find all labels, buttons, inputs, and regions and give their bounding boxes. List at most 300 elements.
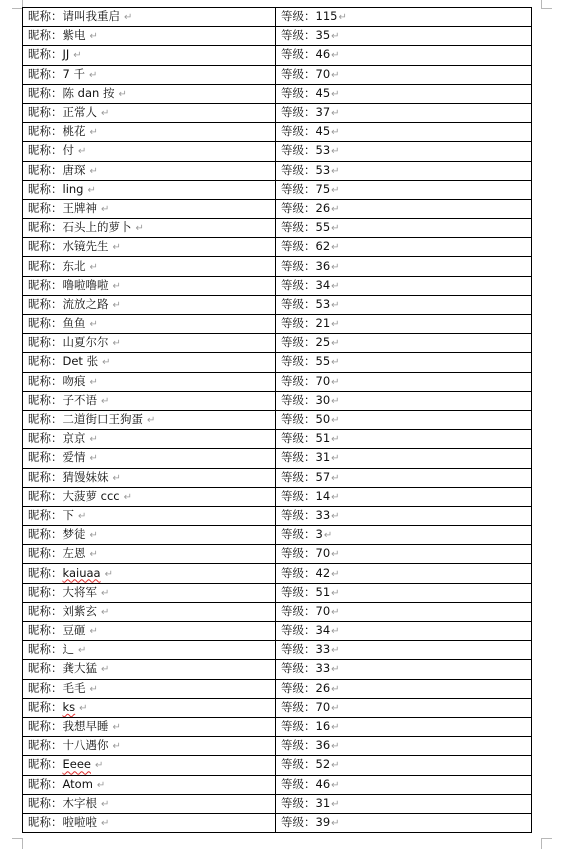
nickname-cell[interactable] [23,717,276,736]
paragraph-mark-icon: ↵ [331,127,340,139]
level-label: 等级： [281,220,316,235]
level-cell[interactable] [276,8,532,27]
table-row [23,717,532,736]
nickname-value: 水镜先生 [62,239,109,254]
paragraph-mark-icon: ↵ [331,683,340,695]
paragraph-mark-icon: ↵ [331,510,340,522]
page-corner-mark [541,0,552,9]
level-value: 25 [315,335,331,350]
level-label: 等级： [281,488,316,503]
paragraph-mark-icon: ↵ [331,146,340,158]
paragraph-mark-icon: ↵ [135,223,144,235]
nickname-cell[interactable] [23,487,276,506]
paragraph-mark-icon: ↵ [331,203,340,215]
nickname-cell[interactable] [23,468,276,487]
paragraph-mark-icon: ↵ [331,184,340,196]
nickname-label: 昵称： [28,469,63,484]
nickname-label: 昵称： [28,124,63,139]
table-row [23,660,532,679]
table-row [23,737,532,756]
level-cell[interactable] [276,372,532,391]
paragraph-mark-icon: ↵ [331,798,340,810]
paragraph-mark-icon: ↵ [101,664,110,676]
level-label: 等级： [281,738,316,753]
level-value: 33 [315,642,331,657]
paragraph-mark-icon: ↵ [124,12,133,24]
level-cell[interactable] [276,775,532,794]
nickname-label: 昵称： [28,9,63,24]
level-value: 3 [315,527,323,542]
table-row [23,622,532,641]
nickname-cell[interactable] [23,142,276,161]
level-cell[interactable] [276,238,532,257]
level-label: 等级： [281,316,316,331]
nickname-cell[interactable] [23,679,276,698]
paragraph-mark-icon: ↵ [323,530,333,542]
paragraph-mark-icon: ↵ [331,702,340,714]
level-value: 50 [315,412,331,427]
level-cell[interactable] [276,717,532,736]
paragraph-mark-icon: ↵ [331,338,340,350]
nickname-cell[interactable] [23,660,276,679]
paragraph-mark-icon: ↵ [331,606,340,618]
paragraph-mark-icon: ↵ [95,760,104,772]
nickname-cell[interactable] [23,430,276,449]
nickname-value: Eeee [62,757,91,772]
paragraph-mark-icon: ↵ [112,722,121,734]
nickname-value: 啦啦啦 [62,814,97,829]
nickname-cell[interactable] [23,410,276,429]
paragraph-mark-icon: ↵ [331,50,340,62]
level-label: 等级： [281,431,316,446]
paragraph-mark-icon: ↵ [89,549,98,561]
level-label: 等级： [281,354,316,369]
level-cell[interactable] [276,602,532,621]
nickname-label: 昵称： [28,527,63,542]
nickname-label: 昵称： [28,450,63,465]
nickname-label: 昵称： [28,507,63,522]
nickname-label: 昵称： [28,584,63,599]
paragraph-mark-icon: ↵ [112,280,121,292]
table-row [23,315,532,334]
table-row [23,46,532,65]
table-row [23,430,532,449]
level-cell[interactable] [276,430,532,449]
paragraph-mark-icon: ↵ [118,88,127,100]
level-cell[interactable] [276,756,532,775]
nickname-cell[interactable] [23,65,276,84]
nickname-label: 昵称： [28,565,63,580]
nickname-value: ks [62,699,76,714]
level-cell[interactable] [276,468,532,487]
nickname-cell[interactable] [23,775,276,794]
paragraph-mark-icon: ↵ [147,415,156,427]
paragraph-mark-icon: ↵ [331,741,340,753]
level-cell[interactable] [276,199,532,218]
level-cell[interactable] [276,161,532,180]
nickname-cell[interactable] [23,391,276,410]
paragraph-mark-icon: ↵ [331,568,340,580]
level-value: 53 [315,296,331,311]
nickname-cell[interactable] [23,8,276,27]
paragraph-mark-icon: ↵ [101,395,110,407]
paragraph-mark-icon: ↵ [89,434,98,446]
nickname-cell[interactable] [23,564,276,583]
level-cell[interactable] [276,84,532,103]
level-cell[interactable] [276,410,532,429]
table-row [23,564,532,583]
nickname-value: 紫电 [62,28,86,43]
level-value: 52 [315,757,331,772]
table-row [23,391,532,410]
nickname-value: 桃花 [62,124,86,139]
table-row [23,65,532,84]
nickname-label: 昵称： [28,316,63,331]
nickname-cell[interactable] [23,698,276,717]
level-cell[interactable] [276,46,532,65]
nickname-label: 昵称： [28,392,63,407]
nickname-cell[interactable] [23,315,276,334]
level-cell[interactable] [276,526,532,545]
paragraph-mark-icon: ↵ [331,453,340,465]
nickname-cell[interactable] [23,449,276,468]
level-value: 37 [315,105,331,120]
nickname-value: 鱼鱼 [62,316,86,331]
level-cell[interactable] [276,103,532,122]
nickname-value: 噜啦噜啦 [62,277,109,292]
nickname-value: 大菠萝 ccc [62,488,120,503]
level-value: 75 [315,181,331,196]
level-label: 等级： [281,373,316,388]
paragraph-mark-icon: ↵ [101,203,110,215]
nickname-label: 昵称： [28,738,63,753]
nickname-cell[interactable] [23,622,276,641]
level-value: 34 [315,623,331,638]
nickname-cell[interactable] [23,545,276,564]
paragraph-mark-icon: ↵ [89,683,98,695]
level-value: 34 [315,277,331,292]
nickname-value: 7 千 [62,66,85,81]
paragraph-mark-icon: ↵ [101,587,110,599]
nickname-label: 昵称： [28,814,63,829]
table-row [23,602,532,621]
paragraph-mark-icon: ↵ [89,453,98,465]
nickname-cell[interactable] [23,295,276,314]
level-label: 等级： [281,699,316,714]
level-label: 等级： [281,469,316,484]
paragraph-mark-icon: ↵ [331,587,340,599]
table-row [23,238,532,257]
nickname-label: 昵称： [28,335,63,350]
nickname-value: 付 [62,143,74,158]
nickname-value: 京京 [62,431,86,446]
paragraph-mark-icon: ↵ [331,69,340,81]
level-label: 等级： [281,757,316,772]
level-value: 115 [315,9,338,24]
paragraph-mark-icon: ↵ [331,491,340,503]
level-value: 26 [315,680,331,695]
nickname-cell[interactable] [23,276,276,295]
paragraph-mark-icon: ↵ [89,530,98,542]
level-cell[interactable] [276,315,532,334]
nickname-value: 猜馒妹妹 [62,469,109,484]
level-value: 33 [315,661,331,676]
paragraph-mark-icon: ↵ [331,108,340,120]
paragraph-mark-icon: ↵ [331,31,340,43]
level-cell[interactable] [276,449,532,468]
level-label: 等级： [281,335,316,350]
nickname-cell[interactable] [23,602,276,621]
level-label: 等级： [281,719,316,734]
nickname-cell[interactable] [23,813,276,832]
level-cell[interactable] [276,679,532,698]
level-value: 55 [315,354,331,369]
paragraph-mark-icon: ↵ [112,741,121,753]
page-corner-mark [12,838,23,849]
nickname-label: 昵称： [28,143,63,158]
table-row [23,641,532,660]
table-row [23,813,532,832]
table-row [23,180,532,199]
roster-table-body [23,8,532,833]
level-label: 等级： [281,143,316,158]
nickname-cell[interactable] [23,180,276,199]
paragraph-mark-icon: ↵ [331,395,340,407]
nickname-label: 昵称： [28,603,63,618]
nickname-cell[interactable] [23,257,276,276]
nickname-label: 昵称： [28,277,63,292]
paragraph-mark-icon: ↵ [331,357,340,369]
nickname-cell[interactable] [23,84,276,103]
level-label: 等级： [281,814,316,829]
level-cell[interactable] [276,295,532,314]
table-row [23,775,532,794]
table-row [23,276,532,295]
level-cell[interactable] [276,123,532,142]
nickname-value: 唐琛 [62,162,86,177]
paragraph-mark-icon: ↵ [331,376,340,388]
level-value: 70 [315,699,331,714]
paragraph-mark-icon: ↵ [331,664,340,676]
nickname-value: 十八遇你 [62,738,109,753]
level-value: 46 [315,47,331,62]
nickname-cell[interactable] [23,583,276,602]
level-cell[interactable] [276,641,532,660]
paragraph-mark-icon: ↵ [73,50,82,62]
paragraph-mark-icon: ↵ [101,817,110,829]
level-cell[interactable] [276,276,532,295]
level-value: 39 [315,814,331,829]
table-row [23,487,532,506]
level-cell[interactable] [276,660,532,679]
table-row [23,583,532,602]
nickname-label: 昵称： [28,699,63,714]
nickname-value: 子不语 [62,392,97,407]
table-row [23,468,532,487]
nickname-value: 下 [62,507,74,522]
level-value: 33 [315,507,331,522]
table-row [23,545,532,564]
level-cell[interactable] [276,142,532,161]
nickname-cell[interactable] [23,641,276,660]
paragraph-mark-icon: ↵ [78,510,87,522]
nickname-label: 昵称： [28,162,63,177]
level-label: 等级： [281,200,316,215]
level-cell[interactable] [276,545,532,564]
paragraph-mark-icon: ↵ [331,549,340,561]
level-cell[interactable] [276,219,532,238]
paragraph-mark-icon: ↵ [331,472,340,484]
nickname-label: 昵称： [28,546,63,561]
nickname-label: 昵称： [28,105,63,120]
level-cell[interactable] [276,506,532,525]
level-cell[interactable] [276,737,532,756]
nickname-cell[interactable] [23,103,276,122]
level-cell[interactable] [276,27,532,46]
table-row [23,756,532,775]
level-label: 等级： [281,412,316,427]
nickname-cell[interactable] [23,526,276,545]
level-value: 36 [315,738,331,753]
level-cell[interactable] [276,391,532,410]
paragraph-mark-icon: ↵ [331,165,340,177]
level-cell[interactable] [276,622,532,641]
table-row [23,295,532,314]
nickname-cell[interactable] [23,737,276,756]
nickname-label: 昵称： [28,776,63,791]
paragraph-mark-icon: ↵ [89,127,98,139]
paragraph-mark-icon: ↵ [331,779,340,791]
paragraph-mark-icon: ↵ [338,12,347,24]
level-label: 等级： [281,392,316,407]
level-cell[interactable] [276,583,532,602]
table-row [23,123,532,142]
nickname-cell[interactable] [23,372,276,391]
level-value: 53 [315,162,331,177]
table-row [23,103,532,122]
nickname-cell[interactable] [23,506,276,525]
table-row [23,794,532,813]
page-corner-mark [541,838,552,849]
nickname-cell[interactable] [23,27,276,46]
paragraph-mark-icon: ↵ [331,626,340,638]
level-cell[interactable] [276,564,532,583]
table-row [23,353,532,372]
level-cell[interactable] [276,353,532,372]
nickname-label: 昵称： [28,239,63,254]
level-cell[interactable] [276,180,532,199]
level-label: 等级： [281,85,316,100]
nickname-cell[interactable] [23,353,276,372]
nickname-label: 昵称： [28,66,63,81]
nickname-label: 昵称： [28,296,63,311]
nickname-value: kaiuaa [62,565,101,580]
level-value: 21 [315,316,331,331]
nickname-label: 昵称： [28,373,63,388]
paragraph-mark-icon: ↵ [89,626,98,638]
nickname-label: 昵称： [28,354,63,369]
level-label: 等级： [281,277,316,292]
paragraph-mark-icon: ↵ [331,319,340,331]
nickname-cell[interactable] [23,161,276,180]
level-label: 等级： [281,642,316,657]
level-value: 45 [315,124,331,139]
level-value: 36 [315,258,331,273]
table-row [23,84,532,103]
nickname-cell[interactable] [23,46,276,65]
level-label: 等级： [281,661,316,676]
level-label: 等级： [281,565,316,580]
level-cell[interactable] [276,65,532,84]
paragraph-mark-icon: ↵ [331,760,340,772]
nickname-value: 梦徒 [62,527,86,542]
paragraph-mark-icon: ↵ [331,223,340,235]
nickname-label: 昵称： [28,661,63,676]
nickname-cell[interactable] [23,219,276,238]
nickname-cell[interactable] [23,794,276,813]
table-row [23,219,532,238]
paragraph-mark-icon: ↵ [123,491,133,503]
paragraph-mark-icon: ↵ [89,31,98,43]
nickname-label: 昵称： [28,412,63,427]
level-cell[interactable] [276,334,532,353]
nickname-cell[interactable] [23,238,276,257]
paragraph-mark-icon: ↵ [101,108,110,120]
level-label: 等级： [281,776,316,791]
nickname-value: 流放之路 [62,296,109,311]
paragraph-mark-icon: ↵ [88,69,98,81]
nickname-value: 刘紫玄 [62,603,97,618]
paragraph-mark-icon: ↵ [89,165,98,177]
level-cell[interactable] [276,698,532,717]
nickname-value: 我想早睡 [62,719,109,734]
level-value: 53 [315,143,331,158]
paragraph-mark-icon: ↵ [112,338,121,350]
nickname-value: 请叫我重启 [62,9,120,24]
level-label: 等级： [281,124,316,139]
nickname-cell[interactable] [23,123,276,142]
table-row [23,372,532,391]
level-value: 26 [315,200,331,215]
nickname-value: 二道街口王狗蛋 [62,412,143,427]
level-value: 42 [315,565,331,580]
nickname-value: Det 张 [62,354,99,369]
nickname-cell[interactable] [23,334,276,353]
nickname-value: 龚大猛 [62,661,97,676]
nickname-label: 昵称： [28,85,63,100]
paragraph-mark-icon: ↵ [79,702,88,714]
level-cell[interactable] [276,813,532,832]
level-value: 35 [315,28,331,43]
level-cell[interactable] [276,487,532,506]
paragraph-mark-icon: ↵ [331,280,340,292]
nickname-cell[interactable] [23,199,276,218]
paragraph-mark-icon: ↵ [331,817,340,829]
paragraph-mark-icon: ↵ [331,645,340,657]
nickname-label: 昵称： [28,258,63,273]
nickname-value: 爱情 [62,450,86,465]
table-row [23,334,532,353]
table-row [23,506,532,525]
nickname-label: 昵称： [28,28,63,43]
paragraph-mark-icon: ↵ [101,606,110,618]
level-cell[interactable] [276,794,532,813]
level-value: 30 [315,392,331,407]
nickname-cell[interactable] [23,756,276,775]
level-label: 等级： [281,258,316,273]
level-value: 46 [315,776,331,791]
level-cell[interactable] [276,257,532,276]
